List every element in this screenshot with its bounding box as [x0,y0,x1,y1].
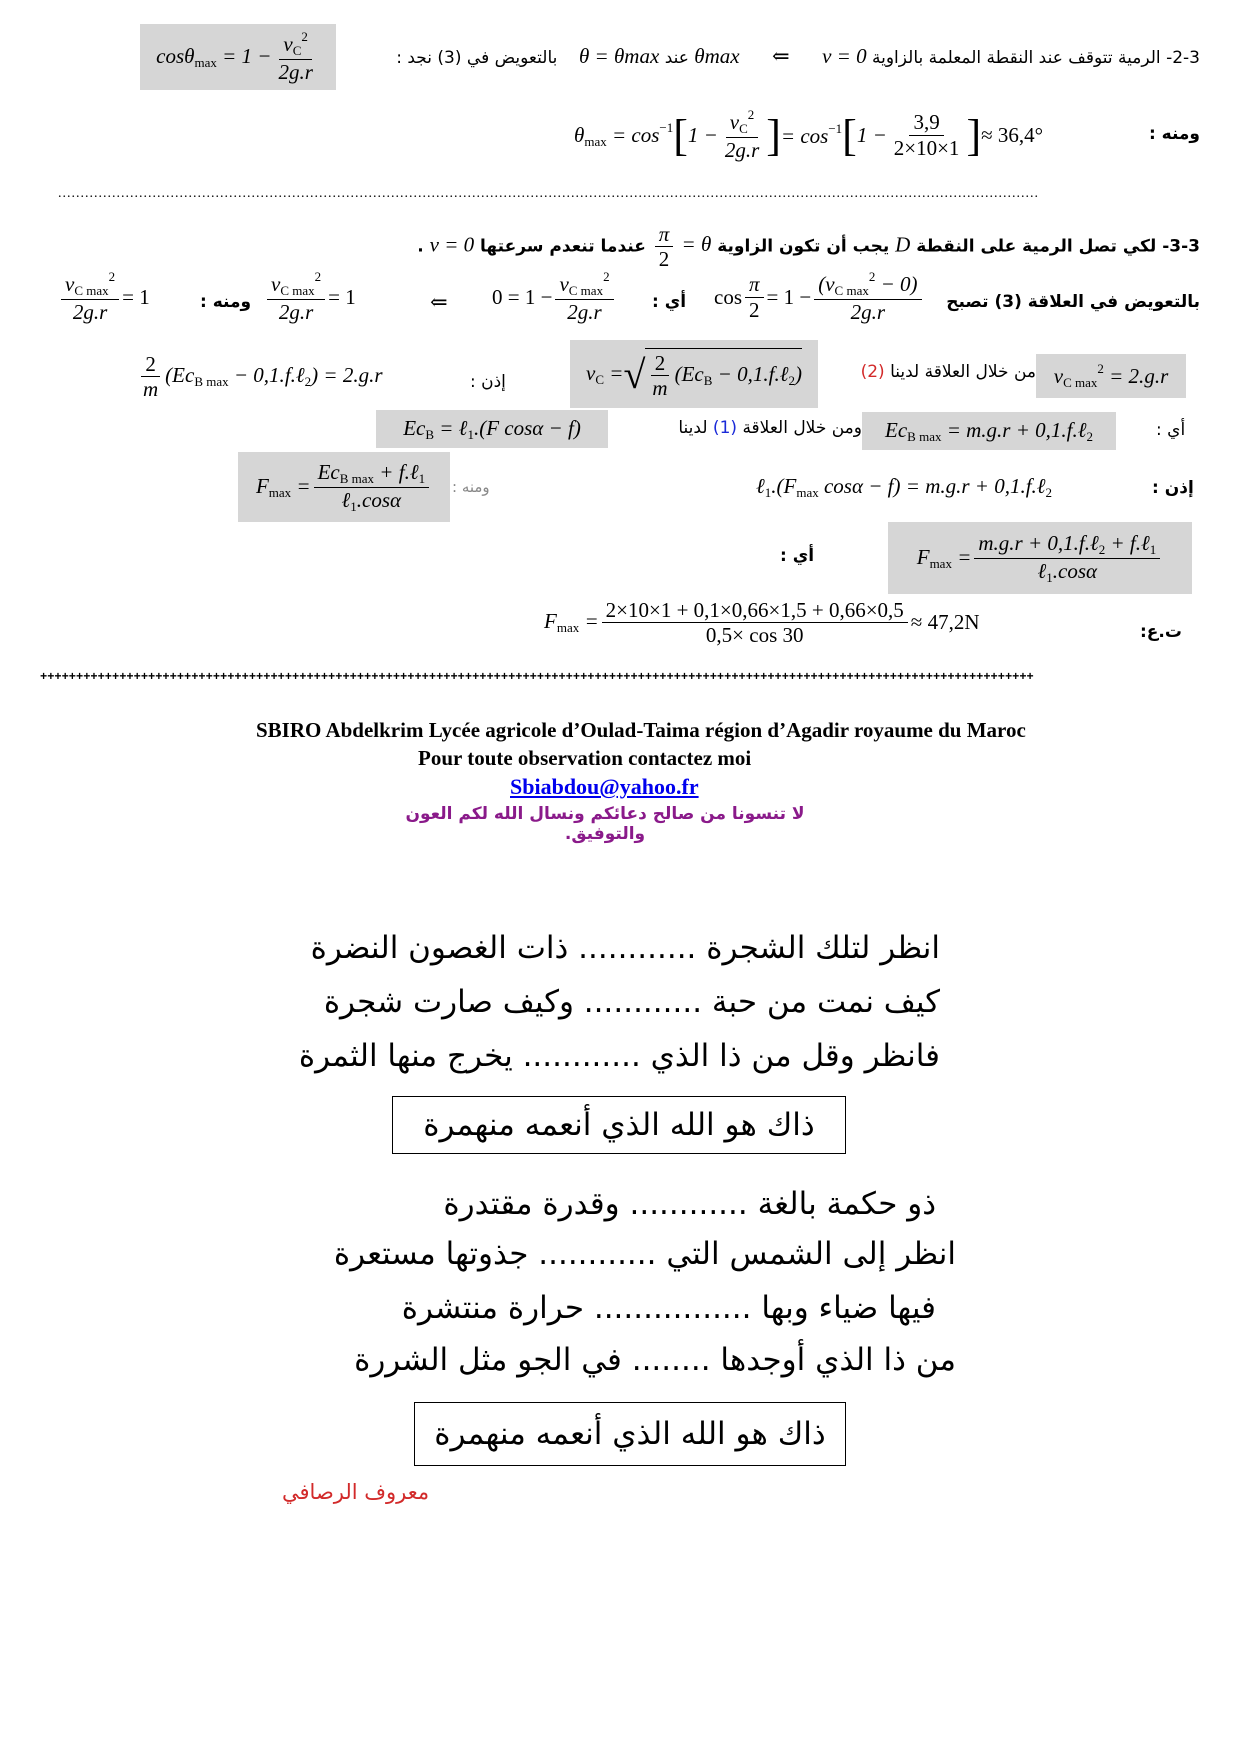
prayer-line: لا تنسونا من صالح دعائكم ونسال الله لكم العون والتوفيق. [405,804,805,844]
numeric-label: ت.ع: [1140,622,1182,642]
poem-stanza2-line2: انظر إلى الشمس التي ............ جذوتها مستعرة [333,1236,956,1272]
eq-one-mid: = 1 [328,284,356,309]
section-3-3-text: لكي تصل الرمية على النقطة [916,236,1157,257]
numeric-numerator: 2×10×1 + 0,1×0,66×1,5 + 0,66×0,5 [602,598,908,623]
numeric-denominator: 0,5× cos 30 [705,623,804,648]
email-link[interactable]: Sbiabdou@yahoo.fr [510,774,699,799]
theta-max-result: $\theta_{max} = \cos^{-1}$ [ 1 − $\frac{v_C^2}{2g.r}$ ] = $\cos^{-1}$ [ 1 − $\frac{3,9}{2\times 10\times 1}$ ] ≈ 36,4° [574,106,1044,162]
ecbmax-box: $Ec_{B max} = m.g.r$ + 0,1.f.ℓ$_2$ [862,412,1116,450]
fmax-ecb-box: $F_{max}$ = $\frac{Ec_{B max} + f.\ell_1}{\ell_1.\cos\alpha}$ [238,452,450,522]
substituting-label: بالتعويض في (3) نجد : [396,48,558,68]
plus-separator: ++++++++++++++++++++++++++++++++++++++++++++++++++++++++++++++++++++++++++++++++++++++++++++++++++++++++++++++++++++++++++++++++++++++++++ [40,670,1034,684]
line4-text: ومن خلال العلاقة [742,418,862,438]
theta-eq-theta-max: θ = θmax [578,44,660,68]
line4-relation [612,418,862,438]
section-2-3-text: الرمية تتوقف عند النقطة المعلمة بالزاوية [872,48,1161,68]
eq-cos-pi-2: cos $\frac{\pi}{2}$ = 1 − $\frac{(v_{C max}^2 - 0)}{2g.r}$ [714,270,925,324]
denominator-value: 2×10×1 [893,135,960,160]
implies-arrow: ⇐ [772,44,790,68]
point-d: D [895,232,911,257]
cos-theta-max-box: cosθ$_{max}$ = 1 − $\frac{v_C^2}{2g.r}$ [140,24,336,90]
relation-label: من خلال العلاقة لدينا [890,362,1036,382]
therefore-label-2: ومنه : [200,292,252,312]
line3-relation [826,362,1036,382]
i-e-label-3: أي : [780,546,815,566]
vcmax-squared-box: $v_{C max}^2 = 2.g.r$ [1036,354,1186,398]
i-e-label-1: أي : [652,292,687,312]
eq-l1-fmax: $\ell_1.(F_{max}$ cosα − f) = m.g.r + 0,1.f.ℓ$_2$ [756,474,1053,500]
eq-vcmax-left: $\frac{v_{C max}^2}{2g.r}$ = 1 [58,270,150,324]
then-label-1: إذن : [470,372,506,392]
section-2-3-line1 [340,44,1200,69]
section-3-3-text2: يجب أن تكون الزاوية [717,236,890,257]
eq-zero-one-minus: 0 = 1 − $\frac{v_{C max}^2}{2g.r}$ [492,270,617,324]
eq-ecbmax-two-over-m: $\frac{2}{m}$ ($Ec_{B max}$ − 0,1.f.ℓ$_2$) = 2.g.r [143,352,383,402]
v-zero: v = 0 [822,44,867,68]
fmax-final-box: $F_{max}$ = $\frac{m.g.r + 0,1.f.\ell_2 + f.\ell_1}{\ell_1.\cos\alpha}$ [888,522,1192,594]
v-zero-cond: v = 0 [429,232,475,257]
contact-line: Pour toute observation contactez moi [418,746,752,770]
dotted-separator: .......................................................................................................................................................................................................................... [58,186,1039,201]
section-3-3-text3: عندما تنعدم سرعتها [480,236,646,257]
author-line: SBIRO Abdelkrim Lycée agricole d’Oulad-Taima région d’Agadir royaume du Maroc [256,718,1026,742]
then-label-2: إذن : [1152,478,1194,498]
poem-stanza1-line1: انظر لتلك الشجرة ............ ذات الغصون النضرة [310,930,940,966]
approx-result: ≈ 36,4° [981,122,1044,147]
therefore-label-1: ومنه : [1148,124,1200,144]
relation-1: (1) [712,418,738,438]
when-label: عند [664,48,689,68]
numeric-application: $F_{max}$ = $\frac{2\times 10\times 1 + 0,1\times 0,66\times 1,5 + 0,66\times 0,5}{0,5\times \cos 30}$ ≈ 47,2N [544,598,980,648]
therefore-label-3: ومنه : [452,478,490,496]
poem-stanza2-line1: ذو حكمة بالغة ............ وقدرة مقتدرة [443,1186,936,1222]
theta-max-symbol: θmax [694,44,740,68]
relation-2: (2) [860,362,885,382]
numeric-result: ≈ 47,2N [910,610,980,635]
implies-arrow-2: ⇐ [430,290,448,314]
poem-refrain-2: ذاك هو الله الذي أنعمه منهمرة [414,1402,846,1466]
ecb-box: $Ec_B$ = ℓ$_1$.(F cosα − f) [376,410,608,448]
poem-stanza2-line4: من ذا الذي أوجدها ........ في الجو مثل الشررة [354,1342,956,1378]
theta-pi-over-2: θ = $\frac{\pi}{2}$ [652,232,712,256]
section-2-3-label: 2-3- [1166,48,1200,68]
numerator-value: 3,9 [909,110,943,135]
eq-vcmax-mid: $\frac{v_{C max}^2}{2g.r}$ = 1 [264,270,356,324]
poem-refrain-1: ذاك هو الله الذي أنعمه منهمرة [392,1096,846,1154]
vc-sqrt-box: $v_C$ = √ $\frac{2}{m}$ ($Ec_B$ − 0,1.f.ℓ$_2$) [570,340,818,408]
line4-we-have: لدينا [678,418,708,438]
poem-stanza2-line3: فيها ضياء وبها ................ حرارة منتشرة [401,1290,936,1326]
line2-intro: بالتعويض في العلاقة (3) تصبح [946,292,1200,312]
poem-author: معروف الرصافي [282,1480,430,1504]
period: . [417,236,424,257]
section-3-3-label: 3-3- [1162,236,1200,257]
section-3-3-line1 [417,222,1200,272]
eq-one-left: = 1 [122,284,150,309]
poem-stanza1-line3: فانظر وقل من ذا الذي ............ يخرج منها الثمرة [298,1038,940,1074]
i-e-label-2: أي : [1156,420,1186,440]
poem-stanza1-line2: كيف نمت من حبة ............ وكيف صارت شجرة [323,984,940,1020]
